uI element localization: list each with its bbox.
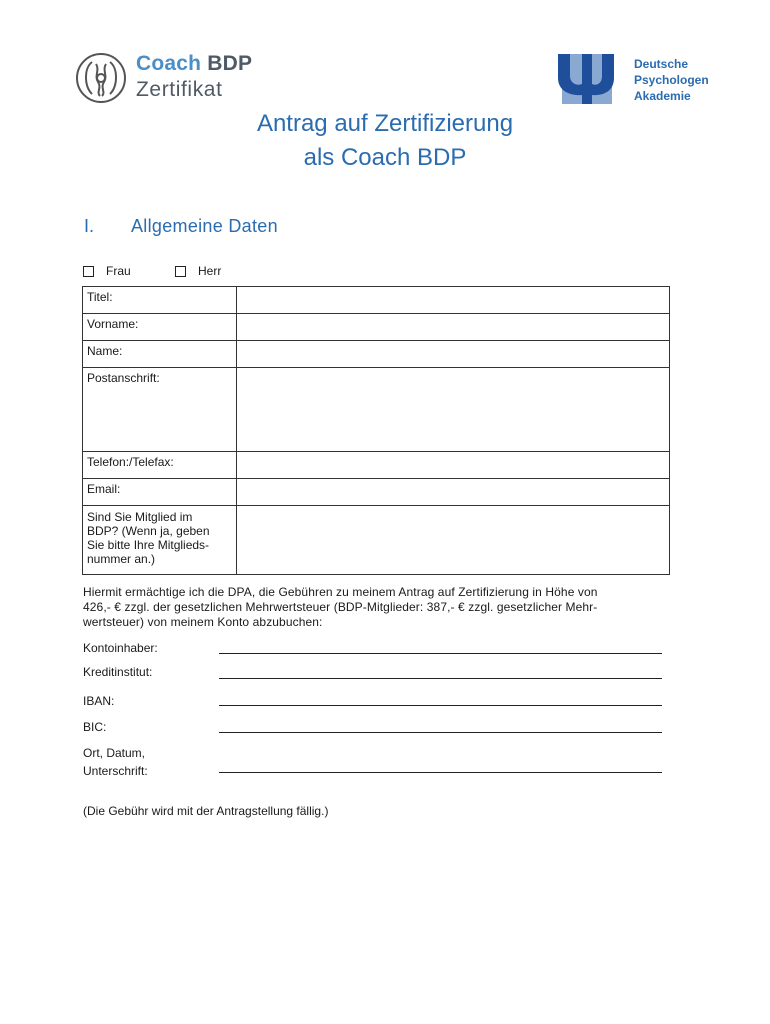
page-title-line2: als Coach BDP bbox=[303, 144, 467, 171]
table-row bbox=[83, 314, 670, 341]
mandate-line3: wertsteuer) von meinem Konto abzubuchen: bbox=[83, 615, 323, 629]
table-row bbox=[83, 479, 670, 506]
kreditinstitut-label: Kreditinstitut: bbox=[83, 665, 153, 679]
field-name[interactable] bbox=[237, 341, 670, 368]
section-number: I. bbox=[84, 216, 95, 236]
bdp-emblem-icon bbox=[74, 50, 130, 106]
checkbox-herr-label: Herr bbox=[198, 264, 222, 278]
checkbox-icon[interactable] bbox=[175, 266, 186, 277]
field-label-email: Email: bbox=[83, 479, 237, 506]
field-label-postanschrift: Postanschrift: bbox=[83, 368, 237, 452]
ort-datum-label-line2: Unterschrift: bbox=[83, 764, 148, 778]
logo-brand-line2: Zertifikat bbox=[136, 78, 223, 101]
checkbox-frau[interactable] bbox=[83, 264, 131, 278]
field-label-name: Name: bbox=[83, 341, 237, 368]
coach-bdp-logo bbox=[74, 50, 264, 106]
field-label-titel: Titel: bbox=[83, 287, 237, 314]
fee-note: (Die Gebühr wird mit der Antragstellung fällig.) bbox=[83, 804, 329, 818]
dpa-logo bbox=[556, 48, 726, 108]
ort-datum-label-line1: Ort, Datum, bbox=[83, 746, 146, 760]
mitglied-label-line3: Sie bitte Ihre Mitglieds- bbox=[87, 538, 210, 552]
unterschrift-line[interactable] bbox=[219, 772, 662, 773]
table-row bbox=[83, 506, 670, 575]
field-email[interactable] bbox=[237, 479, 670, 506]
ort-datum-label bbox=[83, 744, 148, 780]
mitglied-label-line2: BDP? (Wenn ja, geben bbox=[87, 524, 210, 538]
dpa-name-line3: Akademie bbox=[634, 89, 691, 103]
checkbox-icon[interactable] bbox=[83, 266, 94, 277]
field-postanschrift[interactable] bbox=[237, 368, 670, 452]
page-title-line1: Antrag auf Zertifizierung bbox=[256, 110, 514, 137]
table-row bbox=[83, 341, 670, 368]
bic-label: BIC: bbox=[83, 720, 107, 734]
field-label-vorname: Vorname: bbox=[83, 314, 237, 341]
table-row bbox=[83, 287, 670, 314]
mandate-line2: 426,- € zzgl. der gesetzlichen Mehrwertsteuer (BDP-Mitglieder: 387,- € zzgl. gesetzlicher Mehr- bbox=[83, 600, 598, 614]
mandate-line1: Hiermit ermächtige ich die DPA, die Gebühren zu meinem Antrag auf Zertifizierung in Höhe von bbox=[83, 585, 598, 599]
kontoinhaber-label: Kontoinhaber: bbox=[83, 641, 158, 655]
iban-line[interactable] bbox=[219, 705, 662, 706]
field-titel[interactable] bbox=[237, 287, 670, 314]
checkbox-frau-label: Frau bbox=[106, 264, 131, 278]
bic-line[interactable] bbox=[219, 732, 662, 733]
dpa-name bbox=[634, 56, 709, 104]
mitglied-label-line4: nummer an.) bbox=[87, 552, 156, 566]
logo-brand-line1: Coach BDP bbox=[136, 52, 253, 75]
dpa-name-line1: Deutsche bbox=[634, 57, 689, 71]
field-label-telefon: Telefon:/Telefax: bbox=[83, 452, 237, 479]
table-row bbox=[83, 452, 670, 479]
field-telefon[interactable] bbox=[237, 452, 670, 479]
field-mitgliedsnummer[interactable] bbox=[237, 506, 670, 575]
checkbox-herr[interactable] bbox=[175, 264, 221, 278]
iban-label: IBAN: bbox=[83, 694, 115, 708]
field-vorname[interactable] bbox=[237, 314, 670, 341]
section-title: Allgemeine Daten bbox=[131, 216, 278, 236]
dpa-psi-icon bbox=[556, 50, 616, 106]
kontoinhaber-line[interactable] bbox=[219, 653, 662, 654]
personal-data-table bbox=[82, 286, 670, 575]
table-row bbox=[83, 368, 670, 452]
direct-debit-mandate bbox=[83, 585, 653, 630]
mitglied-label-line1: Sind Sie Mitglied im bbox=[87, 510, 193, 524]
kreditinstitut-line[interactable] bbox=[219, 678, 662, 679]
dpa-name-line2: Psychologen bbox=[634, 73, 709, 87]
field-label-mitglied bbox=[83, 506, 237, 575]
